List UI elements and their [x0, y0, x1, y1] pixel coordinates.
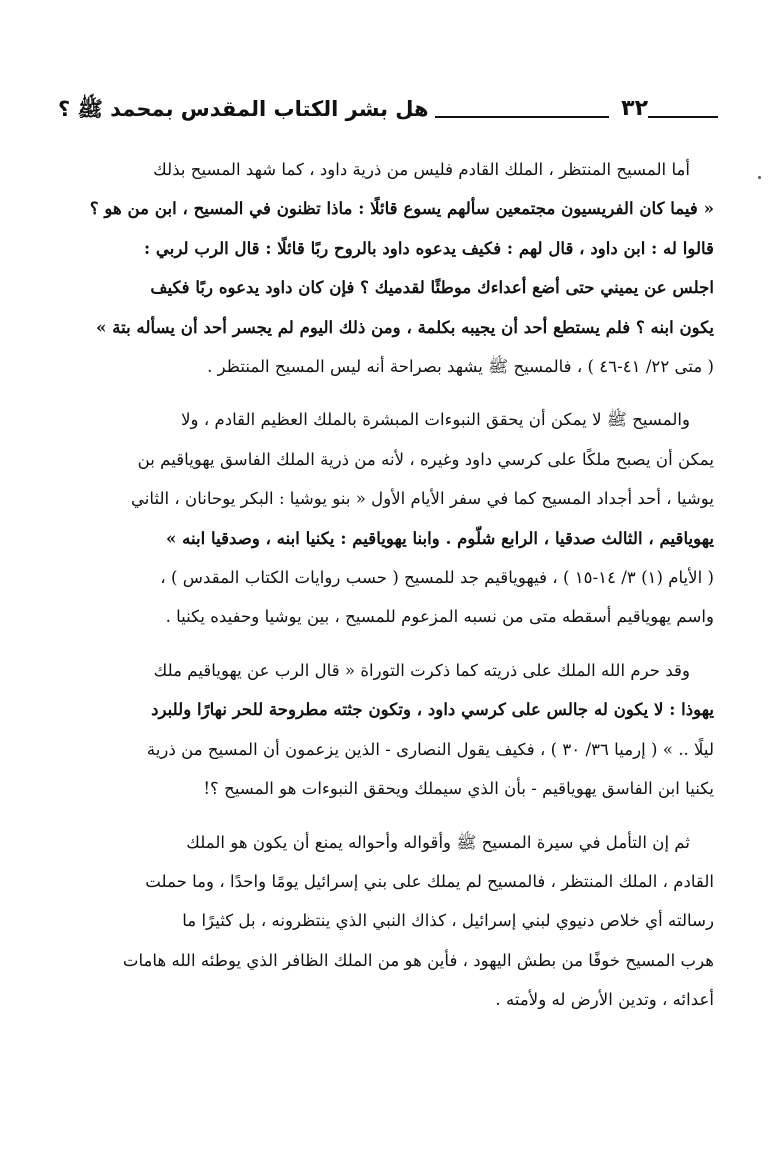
page-number: ٣٢ [621, 96, 648, 121]
text-line: القادم ، الملك المنتظر ، فالمسيح لم يملك على بني إسرائيل يومًا واحدًا ، وما حملت [145, 871, 714, 891]
body-text [62, 150, 714, 1034]
header-rule-right [648, 116, 718, 118]
text-line: ( الأيام (١) ٣/ ١٤-١٥ ) ، فيهوياقيم جد للمسيح ( حسب روايات الكتاب المقدس ) ، [160, 568, 714, 588]
text-line: ليلًا .. » ( إرميا ٣٦/ ٣٠ ) ، فكيف يقول النصارى - الذين يزعمون أن المسيح من ذرية [146, 739, 714, 759]
text-line: ثم إن التأمل في سيرة المسيح ﷺ وأقواله وأحواله يمنع أن يكون هو الملك [186, 832, 690, 852]
text-line: يكون ابنه ؟ فلم يستطع أحد أن يجيبه بكلمة ، ومن ذلك اليوم لم يجسر أحد أن يسأله بتة » [96, 316, 714, 337]
text-line: يكنيا ابن الفاسق يهوياقيم - بأن الذي سيملك ويحقق النبوءات هو المسيح ؟! [203, 779, 714, 799]
text-line: ( متى ٢٢/ ٤١-٤٦ ) ، فالمسيح ﷺ يشهد بصراحة أنه ليس المسيح المنتظر . [207, 357, 714, 377]
text-line: يوشيا ، أحد أجداد المسيح كما في سفر الأيام الأول « بنو يوشيا : البكر يوحانان ، الثاني [130, 489, 714, 509]
text-line: واسم يهوياقيم أسقطه متى من نسبه المزعوم للمسيح ، بين يوشيا وحفيده يكنيا . [165, 607, 714, 627]
paragraph [62, 400, 714, 636]
text-line: يهوذا : لا يكون له جالس على كرسي داود ، وتكون جثته مطروحة للحر نهارًا وللبرد [151, 699, 714, 720]
header-rule [435, 116, 610, 118]
paragraph [62, 150, 714, 386]
text-line: قالوا له : ابن داود ، قال لهم : فكيف يدعوه داود بالروح ربًا قائلًا : قال الرب لربي : [144, 237, 714, 258]
text-line: يهوياقيم ، الثالث صدقيا ، الرابع شلّوم . وابنا يهوياقيم : يكنيا ابنه ، وصدقيا ابنه » [166, 527, 714, 548]
paragraph [62, 651, 714, 809]
text-line: اجلس عن يميني حتى أضع أعداءك موطئًا لقدميك ؟ فإن كان داود يدعوه ربًا فكيف [150, 277, 714, 298]
text-line: وقد حرم الله الملك على ذريته كما ذكرت التوراة « قال الرب عن يهوياقيم ملك [153, 660, 690, 680]
running-title: هل بشر الكتاب المقدس بمحمد ﷺ ؟ [58, 97, 429, 121]
margin-mark [758, 176, 761, 179]
text-line: أما المسيح المنتظر ، الملك القادم فليس من ذرية داود ، كما شهد المسيح بذلك [153, 160, 690, 179]
text-line: « فيما كان الفريسيون مجتمعين سألهم يسوع قائلًا : ماذا تظنون في المسيح ، ابن من هو ؟ [89, 198, 714, 219]
text-line: رسالته أي خلاص دنيوي لبني إسرائيل ، كذاك النبي الذي ينتظرونه ، بل كثيرًا ما [182, 911, 714, 931]
text-line: والمسيح ﷺ لا يمكن أن يحقق النبوءات المبشرة بالملك العظيم القادم ، ولا [181, 410, 690, 430]
text-line: أعدائه ، وتدين الأرض له ولأمته . [495, 990, 714, 1010]
text-line: هرب المسيح خوفًا من بطش اليهود ، فأين هو من الملك الظافر الذي يوطئه الله هامات [122, 950, 714, 970]
paragraph [62, 823, 714, 1020]
running-header [58, 84, 718, 124]
text-line: يمكن أن يصبح ملكًا على كرسي داود وغيره ، لأنه من ذرية الملك الفاسق يهوياقيم بن [137, 449, 714, 469]
